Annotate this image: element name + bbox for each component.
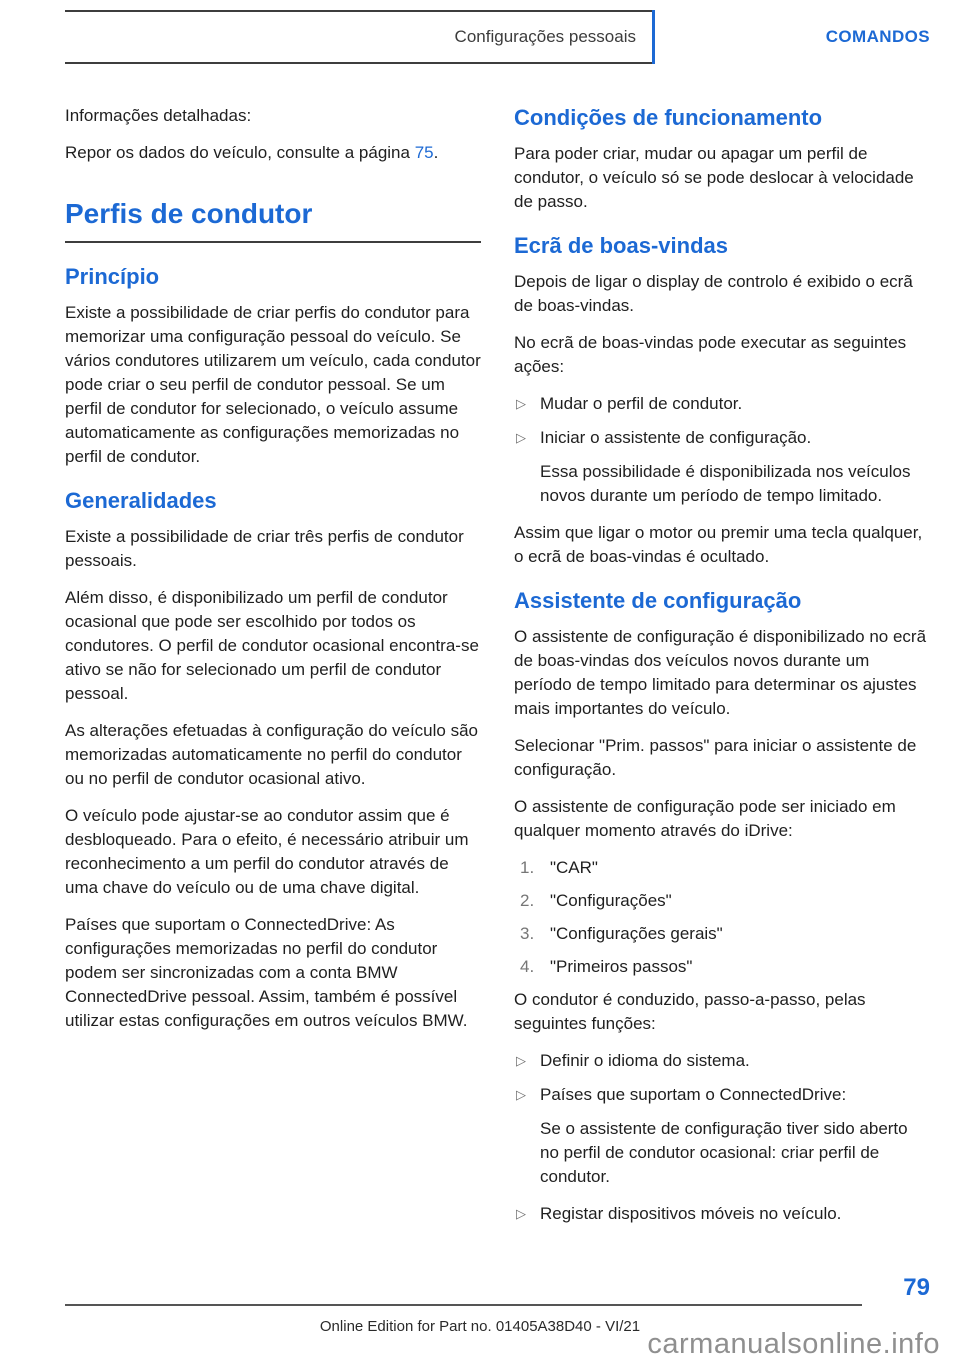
bullet-text: Países que suportam o ConnectedDrive: [540, 1085, 847, 1104]
subsection-title-ecra: Ecrã de boas-vindas [514, 233, 728, 258]
page-content [65, 104, 930, 1236]
subsection-title-generalidades: Generalidades [65, 488, 217, 513]
paragraph: Além disso, é disponibilizado um perfil de condutor ocasional que pode ser escolhido por todos os condutores. O perfil de condutor ocasional encontra-se ativo se não for selecionado um perfil de condutor pessoal. [65, 588, 479, 703]
subsection-title-assistente: Assistente de configuração [514, 588, 802, 613]
paragraph: O assistente de configuração é disponibilizado no ecrã de boas-vindas dos veículos novos durante um período de tempo limitado para determinar os ajustes mais importantes do veículo. [514, 627, 927, 718]
paragraph: O condutor é conduzido, passo-a-passo, pelas seguintes funções: [514, 990, 866, 1033]
numbered-step [514, 856, 930, 880]
footer-rule [65, 1304, 862, 1306]
step-label: "CAR" [550, 858, 598, 877]
bullet-text: Registar dispositivos móveis no veículo. [540, 1204, 842, 1223]
bullet-text: Mudar o perfil de condutor. [540, 394, 743, 413]
header-right-band [655, 10, 930, 64]
header-section-label: Configurações pessoais [454, 27, 636, 46]
step-number: 2. [520, 891, 535, 910]
edition-note: Online Edition for Part no. 01405A38D40 - VI/21 [319, 1318, 641, 1335]
bullet-note: Essa possibilidade é disponibilizada nos veículos novos durante um período de tempo limitado. [540, 462, 911, 505]
triangle-bullet-icon: ▷ [516, 396, 526, 411]
paragraph: Selecionar "Prim. passos" para iniciar o assistente de configuração. [514, 736, 917, 779]
numbered-step [514, 922, 930, 946]
page-reference-suffix: . [433, 143, 439, 162]
page-reference-prefix: Repor os dados do veículo, consulte a página [65, 143, 415, 162]
paragraph: Depois de ligar o display de controlo é exibido o ecrã de boas-vindas. [514, 272, 913, 315]
bullet-item [514, 392, 930, 416]
paragraph: O veículo pode ajustar-se ao condutor assim que é desbloqueado. Para o efeito, é necessário atribuir um reconhecimento a um perfil do condutor através de uma chave do veículo ou de uma chave digital. [65, 806, 469, 897]
paragraph: Existe a possibilidade de criar perfis do condutor para memorizar uma configuração pessoal do veículo. Se vários condutores utilizarem um veículo, cada condutor pode criar o seu perfil de condutor pessoal. Se um perfil de condutor for selecionado, o veículo assume automaticamente as configurações memorizadas no perfil de condutor. [65, 303, 481, 466]
triangle-bullet-icon: ▷ [516, 1053, 526, 1068]
subsection-title-condicoes: Condições de funcionamento [514, 105, 823, 130]
numbered-step [514, 955, 930, 979]
bullet-item [514, 426, 930, 450]
paragraph: No ecrã de boas-vindas pode executar as seguintes ações: [514, 333, 907, 376]
step-number: 3. [520, 924, 535, 943]
subsection-title-principio: Princípio [65, 264, 160, 289]
triangle-bullet-icon: ▷ [516, 1206, 526, 1221]
paragraph: As alterações efetuadas à configuração do veículo são memorizadas automaticamente no perfil do condutor ou no perfil de condutor ocasional ativo. [65, 721, 478, 788]
paragraph: Existe a possibilidade de criar três perfis de condutor pessoais. [65, 527, 464, 570]
watermark: carmanualsonline.info [647, 1328, 940, 1360]
paragraph: Para poder criar, mudar ou apagar um perfil de condutor, o veículo só se pode deslocar à velocidade de passo. [514, 144, 914, 211]
section-title: Perfis de condutor [65, 198, 313, 229]
bullet-text: Iniciar o assistente de configuração. [540, 428, 812, 447]
triangle-bullet-icon: ▷ [516, 430, 526, 445]
info-label: Informações detalhadas: [65, 106, 252, 125]
step-label: "Configurações gerais" [550, 924, 723, 943]
paragraph: Países que suportam o ConnectedDrive: As configurações memorizadas no perfil do condutor podem ser sincronizadas com a conta BMW ConnectedDrive pessoal. Assim, também é possível utilizar estas configurações em outros veículos BMW. [65, 915, 468, 1030]
triangle-bullet-icon: ▷ [516, 1087, 526, 1102]
paragraph: O assistente de configuração pode ser iniciado em qualquer momento através do iDrive: [514, 797, 896, 840]
page-75-link[interactable]: 75 [414, 143, 434, 162]
left-column [65, 104, 481, 1236]
step-number: 4. [520, 957, 535, 976]
bullet-item [514, 1049, 930, 1073]
paragraph: Assim que ligar o motor ou premir uma tecla qualquer, o ecrã de boas-vindas é ocultado. [514, 523, 923, 566]
right-column [514, 104, 930, 1236]
numbered-step [514, 889, 930, 913]
step-label: "Configurações" [550, 891, 672, 910]
page-header [65, 10, 930, 64]
step-number: 1. [520, 858, 535, 877]
step-label: "Primeiros passos" [550, 957, 693, 976]
bullet-item [514, 1083, 930, 1107]
header-left-band [65, 10, 652, 64]
header-chapter-tab: COMANDOS [825, 27, 930, 46]
bullet-note: Se o assistente de configuração tiver sido aberto no perfil de condutor ocasional: criar perfil de condutor. [540, 1119, 908, 1186]
bullet-text: Definir o idioma do sistema. [540, 1051, 750, 1070]
section-title-rule [65, 241, 481, 243]
page-reference-line [65, 141, 481, 165]
bullet-item [514, 1202, 930, 1226]
page-number: 79 [903, 1274, 930, 1301]
